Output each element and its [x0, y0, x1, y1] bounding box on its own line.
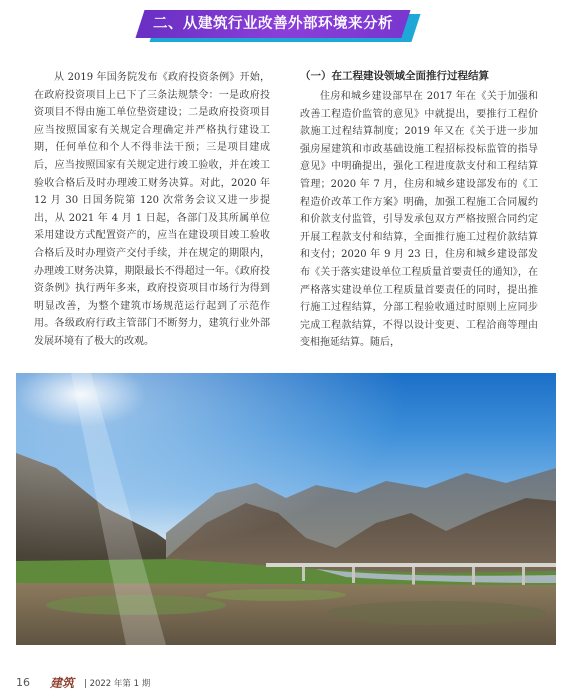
issue-label: | 2022 年第 1 期	[84, 679, 151, 689]
subsection-heading: （一）在工程建设领域全面推行过程结算	[300, 70, 489, 82]
page-number: 16	[16, 676, 30, 689]
landscape-photo	[16, 373, 556, 645]
magazine-logo: 建筑	[50, 676, 75, 690]
right-column-paragraph: 住房和城乡建设部早在 2017 年在《关于加强和改善工程造价监管的意见》中就提出，要推行工程价款施工过程结算制度；2019 年又在《关于进一步加强房屋建筑和市政基础设施工程招标投标监管的指导意见》中明确提出，强化工程进度款支付和工程结算管理；2020 年 7 月，住房和城乡建设部发布的《工程造价改革工作方案》明确，加强工程施工合同履约和价款支付监管，引导发承包双方严格按照合同约定开展工程款支付和结算，全面推行施工过程价款结算和支付；2020 年 9 月 23 日，住房和城乡建设部发布《关于落实建设单位工程质量首要责任的通知》，在严格落实建设单位工程质量首要责任的同时，提出推行施工过程结算，分部工程验收通过时原则上应同步完成工程款结算，不得以设计变更、工程洽商等理由变相拖延结算。随后，	[300, 91, 538, 349]
left-column-paragraph: 从 2019 年国务院发布《政府投资条例》开始，在政府投资项目上已下了三条法规禁令：一是政府投资项目不得由施工单位垫资建设；二是政府投资项目应当按照国家有关规定合理确定并严格执行建设工期，任何单位和个人不得非法干预；三是项目建成后，应当按照国家有关规定进行竣工验收，并在竣工验收合格后及时办理竣工财务决算。对此，2020 年 12 月 30 日国务院第 120 次常务会议又进一步提出，从 2021 年 4 月 1 日起，各部门及其所属单位采用建设方式配置资产的，应当在建设项目竣工验收合格后及时办理资产交付手续，并在规定的期限内，办理竣工财务决算，期限最长不得超过一年。《政府投资条例》执行两年多来，政府投资项目市场行为得到明显改善，为整个建筑市场规范运行起到了示范作用。各级政府行政主管部门不断努力，建筑行业外部发展环境有了极大的改观。	[34, 72, 270, 347]
section-banner	[140, 10, 416, 42]
landscape-illustration	[16, 373, 556, 645]
section-title: 二、从建筑行业改善外部环境来分析	[153, 16, 393, 32]
